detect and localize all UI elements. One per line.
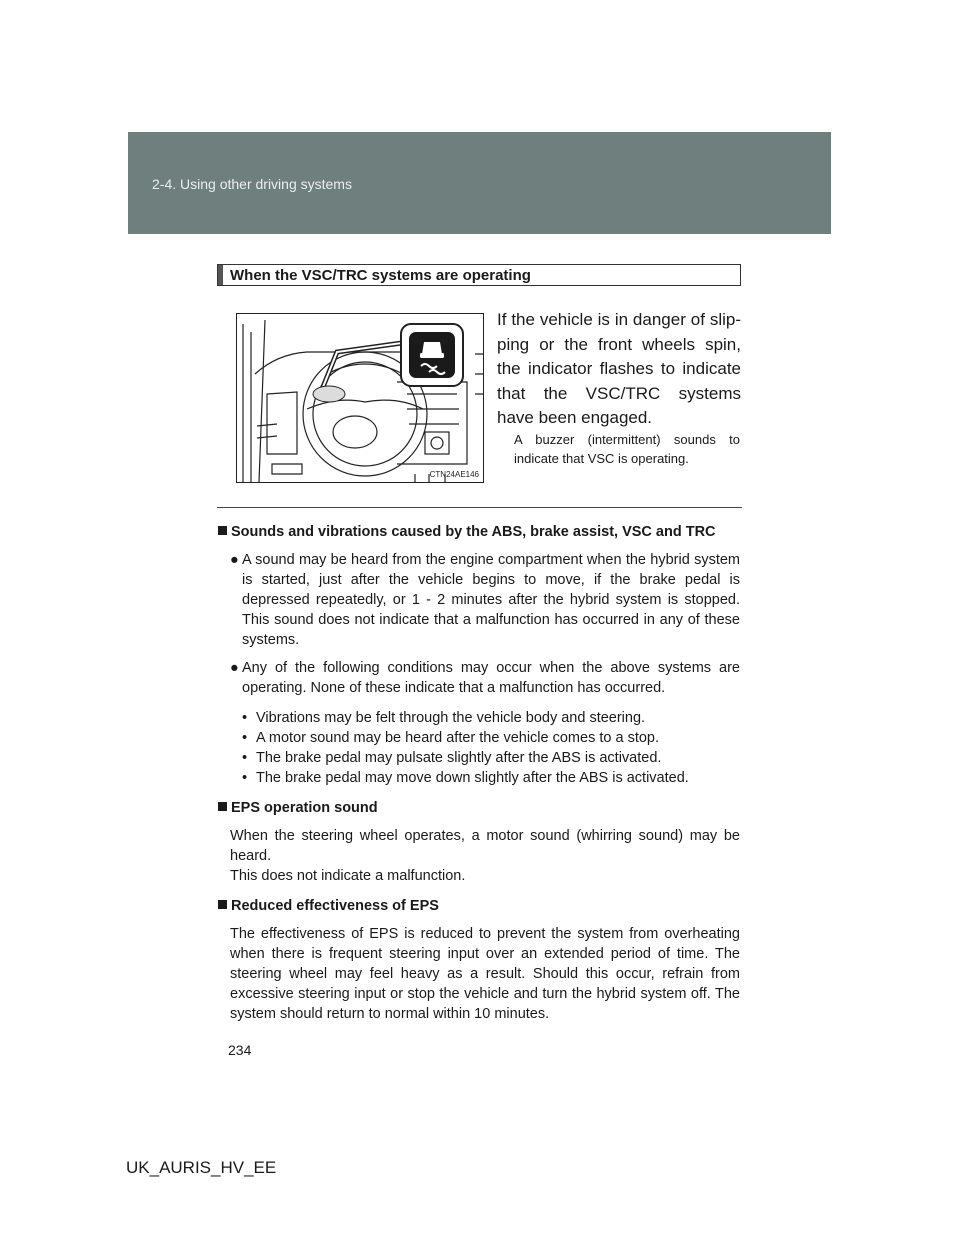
eps-sound-line-2: This does not indicate a malfunction. <box>230 868 466 884</box>
chapter-header-title: 2-4. Using other driving systems <box>152 176 352 192</box>
topic-heading-eps-reduced-text: Reduced effectiveness of EPS <box>231 898 439 914</box>
section-title-marker <box>218 265 223 285</box>
bullet-text: A sound may be heard from the engine compartment when the hybrid system is started, just after the vehicle begins to move, if the brake pedal is depressed repeatedly, or 1 - 2 minutes after the hybrid system is stopped. This sound does not indicate that a malfunction has occurred in any of these systems. <box>242 552 740 648</box>
condition-item: • The brake pedal may move down slightly after the ABS is activated. <box>242 770 689 786</box>
eps-sound-line-1: When the steering wheel operates, a motor sound (whirring sound) may be heard. <box>230 828 740 864</box>
topic-heading-sounds-text: Sounds and vibrations caused by the ABS, brake assist, VSC and TRC <box>231 524 716 540</box>
eps-sound-text <box>218 826 740 886</box>
square-bullet-icon <box>218 802 227 811</box>
section-divider <box>217 507 742 508</box>
topic-heading-sounds <box>218 522 740 542</box>
bullet-text: Any of the following conditions may occur when the above systems are operating. None of these indicate that a malfunction has occurred. <box>242 660 740 696</box>
eps-reduced-text: The effectiveness of EPS is reduced to prevent the system from overheating when there is frequent steering input over an extended period of time. The steering wheel may feel heavy as a result. Should this occur, refrain from excessive steering input or stop the vehicle and turn the hybrid system off. The system should return to normal within 10 minutes. <box>230 926 740 1022</box>
topic-heading-eps-reduced <box>218 896 740 916</box>
section-title: When the VSC/TRC systems are operating <box>230 266 531 284</box>
topic-heading-eps-sound <box>218 798 740 818</box>
circle-bullet-icon: ● <box>230 660 239 676</box>
page-number: 234 <box>228 1042 252 1058</box>
dashboard-line-drawing <box>237 314 484 483</box>
condition-text: The brake pedal may move down slightly after the ABS is activated. <box>256 770 689 786</box>
square-bullet-icon <box>218 900 227 909</box>
dashboard-illustration <box>236 313 484 483</box>
buzzer-note: A buzzer (intermittent) sounds to indicate that VSC is operating. <box>514 432 740 466</box>
condition-item: • A motor sound may be heard after the vehicle comes to a stop. <box>242 730 659 746</box>
condition-item: • Vibrations may be felt through the vehicle body and steering. <box>242 710 646 726</box>
document-code: UK_AURIS_HV_EE <box>126 1158 277 1177</box>
condition-text: Vibrations may be felt through the vehicle body and steering. <box>256 710 646 726</box>
condition-item: • The brake pedal may pulsate slightly after the ABS is activated. <box>242 750 662 766</box>
topic-heading-eps-sound-text: EPS operation sound <box>231 800 378 816</box>
circle-bullet-icon: ● <box>230 552 239 568</box>
bullet-item <box>218 550 740 650</box>
condition-list <box>218 708 740 788</box>
square-bullet-icon <box>218 526 227 535</box>
illustration-code: CTN24AE146 <box>429 470 479 479</box>
topics-content <box>218 522 740 1024</box>
condition-text: A motor sound may be heard after the vehicle comes to a stop. <box>256 730 659 746</box>
section-intro-text: If the vehicle is in danger of slip-ping or the front wheels spin, the indicator flashes to indicate that the VSC/TRC systems have been engaged. <box>497 310 741 427</box>
bullet-item <box>218 658 740 698</box>
section-title-box <box>217 264 741 286</box>
condition-text: The brake pedal may pulsate slightly after the ABS is activated. <box>256 750 662 766</box>
